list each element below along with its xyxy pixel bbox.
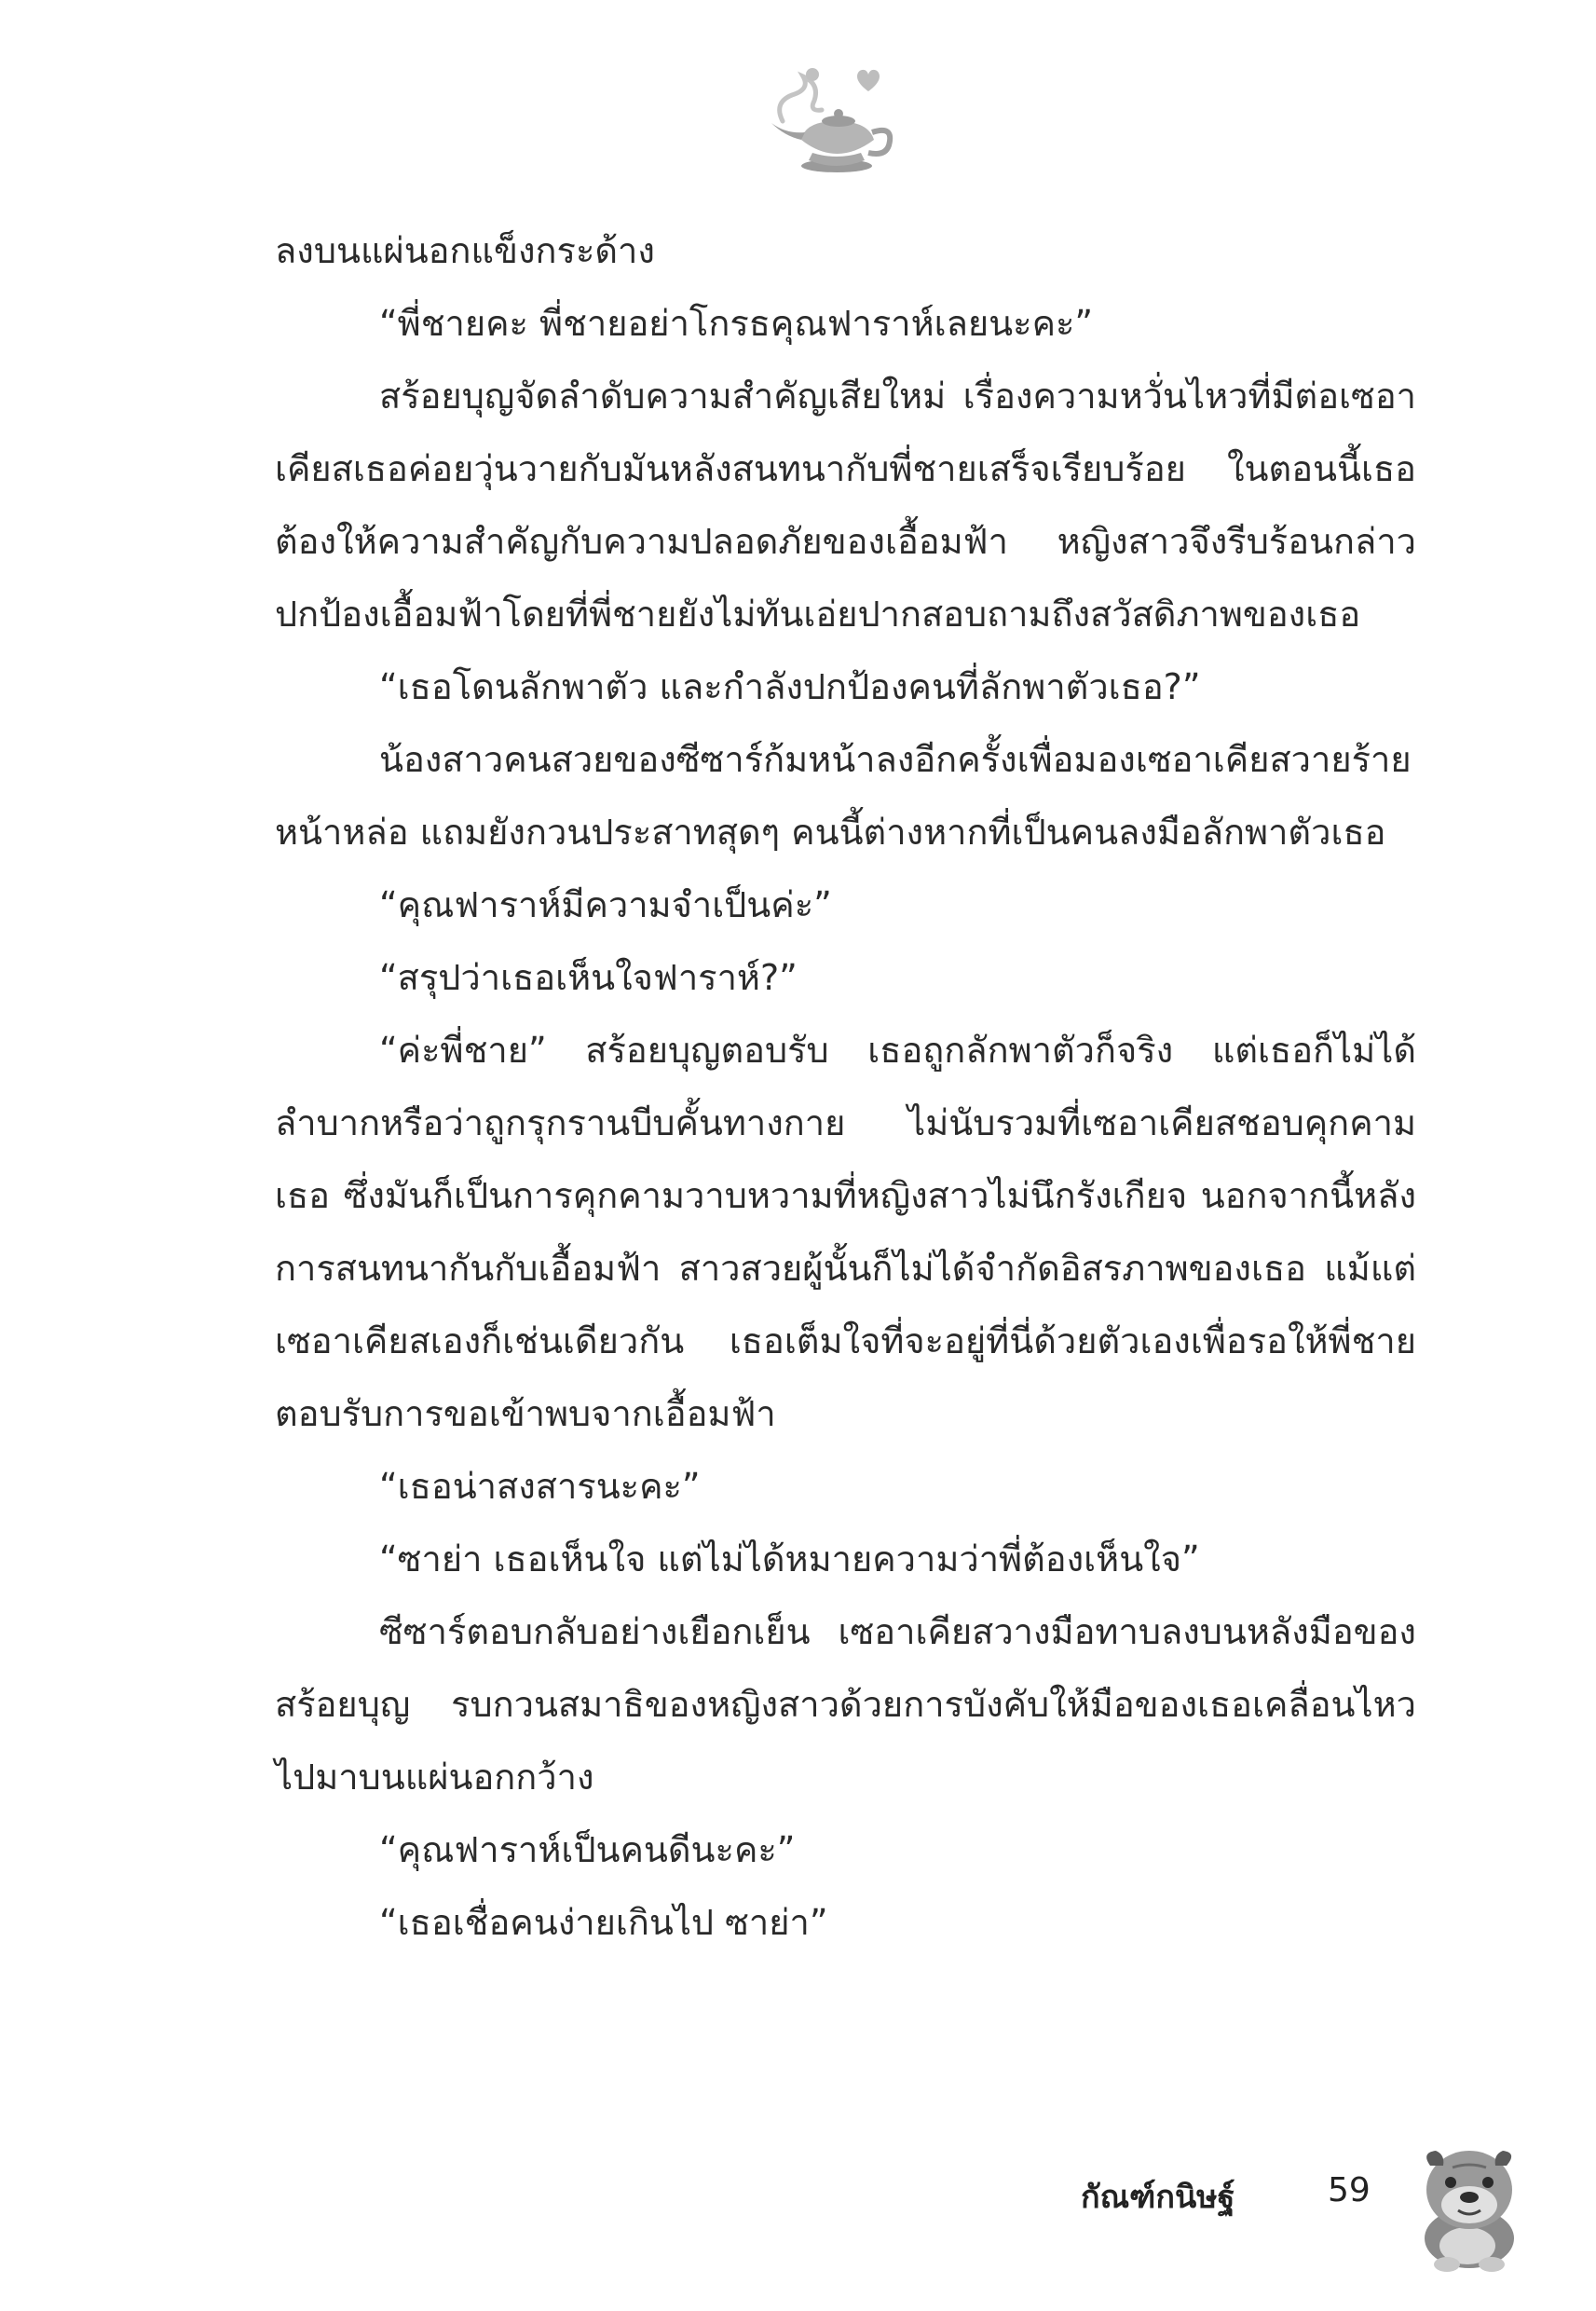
paragraph: “ค่ะพี่ชาย” สร้อยบุญตอบรับ เธอถูกลักพาตัวก็จริง แต่เธอก็ไม่ได้ลำบากหรือว่าถูกรุกรานบีบคั้นทางกาย ไม่นับรวมที่เซอาเคียสชอบคุกคามเธอ ซึ่งมันก็เป็นการคุกคามวาบหวามที่หญิงสาวไม่นึกรังเกียจ นอกจากนี้หลังการสนทนากันกับเอื้อมฟ้า สาวสวยผู้นั้นก็ไม่ได้จำกัดอิสรภาพของเธอ แม้แต่เซอาเคียสเองก็เช่นเดียวกัน เธอเต็มใจที่จะอยู่ที่นี่ด้วยตัวเองเพื่อรอให้พี่ชายตอบรับการขอเข้าพบจากเอื้อมฟ้า — [275, 1030, 1416, 1434]
paragraph: “สรุปว่าเธอเห็นใจฟาราห์?” — [379, 957, 798, 998]
paragraph: “คุณฟาราห์มีความจำเป็นค่ะ” — [379, 884, 832, 925]
page-number: 59 — [1328, 2171, 1371, 2209]
page-footer — [0, 2134, 1596, 2283]
paragraph: สร้อยบุญจัดลำดับความสำคัญเสียใหม่ เรื่องความหวั่นไหวที่มีต่อเซอาเคียสเธอค่อยวุ่นวายกับมันหลังสนทนากับพี่ชายเสร็จเรียบร้อย ในตอนนี้เธอต้องให้ความสำคัญกับความปลอดภัยของเอื้อมฟ้า หญิงสาวจึงรีบร้อนกล่าวปกป้องเอื้อมฟ้าโดยที่พี่ชายยังไม่ทันเอ่ยปากสอบถามถึงสวัสดิภาพของเธอ — [275, 376, 1416, 635]
paragraph: “เธอเชื่อคนง่ายเกินไป ซาย่า” — [379, 1902, 828, 1943]
paragraph: “เธอน่าสงสารนะคะ” — [379, 1466, 701, 1507]
paragraph: “พี่ชายคะ พี่ชายอย่าโกรธคุณฟาราห์เลยนะคะ” — [379, 303, 1094, 344]
paragraph: “ซาย่า เธอเห็นใจ แต่ไม่ได้หมายความว่าพี่ต้องเห็นใจ” — [379, 1538, 1200, 1579]
paragraph: ลงบนแผ่นอกแข็งกระด้าง — [275, 230, 655, 271]
genie-lamp-ornament-icon — [764, 56, 904, 177]
author-name: กัณฑ์กนิษฐ์ — [1081, 2179, 1235, 2216]
paragraph: “เธอโดนลักพาตัว และกำลังปกป้องคนที่ลักพาตัวเธอ?” — [379, 666, 1201, 707]
bulldog-icon — [1402, 2134, 1542, 2274]
page-body — [275, 214, 1416, 1959]
paragraph: ซีซาร์ตอบกลับอย่างเยือกเย็น เซอาเคียสวางมือทาบลงบนหลังมือของสร้อยบุญ รบกวนสมาธิของหญิงสาวด้วยการบังคับให้มือของเธอเคลื่อนไหวไปมาบนแผ่นอกกว้าง — [275, 1611, 1416, 1798]
paragraph: “คุณฟาราห์เป็นคนดีนะคะ” — [379, 1829, 796, 1870]
paragraph: น้องสาวคนสวยของซีซาร์ก้มหน้าลงอีกครั้งเพื่อมองเซอาเคียสวายร้ายหน้าหล่อ แถมยังกวนประสาทสุดๆ คนนี้ต่างหากที่เป็นคนลงมือลักพาตัวเธอ — [275, 739, 1412, 853]
